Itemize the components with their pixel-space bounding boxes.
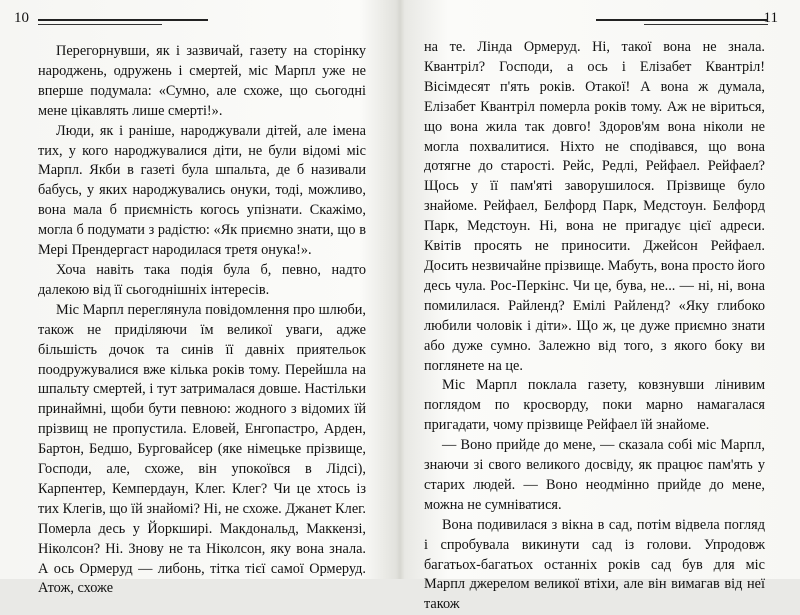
header-rule: [38, 24, 162, 25]
header-rule: [596, 19, 768, 21]
header-rule: [38, 19, 208, 21]
paragraph: Люди, як і раніше, народжували дітей, але імена тих, у кого народжувалися діти, не були відомі міс Марпл. Якби в газеті була шпальта, де б називали бабусь, у яких народжувались онуки, тоді, можливо, вона мала б приємність когось упізнати. Скажімо, могла б подумати з радістю: «Як приємно знати, що в Мері Прендергаст народилася третя онука!».: [38, 122, 366, 259]
body-text: [424, 38, 765, 615]
paragraph: Міс Марпл поклала газету, ковзнувши лінивим поглядом по кросворду, поки марно намагалася пригадати, чому прізвище Рейфаел їй знайоме.: [424, 377, 765, 434]
body-text: [38, 42, 366, 599]
paragraph: Міс Марпл переглянула повідомлення про шлюби, також не приділяючи їм великої уваги, адже більшість дочок та синів її давніх приятельок поодружувалися вже кілька років тому. Перейшла на шпальту смертей, і тут затрималася довше. Настільки принаймні, щоби бути певною: жодного з відомих їй прізвищ не пропустила. Еловей, Енгопастро, Арден, Бартон, Бедшо, Бурговайсер (яке німецьке прізвище, Господи, але, схоже, він упокоївся в Лідсі), Карпентер, Кемпердаун, Клег. Клег? Чи це хтось із тих Клегів, що їй знайомі? Ні, не схоже. Джанет Клег. Померла десь у Йоркширі. Макдональд, Маккензі, Ніколсон? Ні. Знову не та Ніколсон, яку вона знала. А ось Ормеруд — либонь, тітка тієї самої Ормеруд. Атож, схоже: [38, 301, 366, 597]
paragraph: Хоча навіть така подія була б, певно, надто далекою від її сьогоднішніх інтересів.: [38, 261, 366, 298]
page-number: 11: [763, 10, 778, 26]
paragraph: Перегорнувши, як і зазвичай, газету на сторінку народжень, одружень і смертей, міс Марпл уже не вперше подумала: «Сумно, але схоже, що сьогодні мене цікавлять лише смерті!».: [38, 43, 366, 119]
paragraph: на те. Лінда Ормеруд. Ні, такої вона не знала. Квантріл? Господи, а ось і Елізабет Квантріл! Вісімдесят п'ять років. Отакої! А вона ж думала, Елізабет Квантріл померла років тому. Аж не віриться, що вона жила так довго! Здоров'ям вона ніколи не могла похвалитися. Ніхто не сподівався, що вона дотягне до старості. Рейс, Редлі, Рейфаел. Рейфаел? Щось у її пам'яті заворушилося. Прізвище було знайоме. Рейфаел, Белфорд Парк, Медстоун. Белфорд Парк, Медстоун. Ні, вона не пригадує цієї адреси. Квітів просять не приносити. Джейсон Рейфаел. Досить незвичайне прізвище. Мабуть, вона просто його десь чула. Рос-Перкінс. Чи це, бува, не... — ні, ні, вона помилилася. Райленд? Емілі Райленд? «Яку глибоко любили чоловік і діти». Що ж, це дуже приємно знати або дуже сумно. Залежно від того, з якого боку ви поглянете на це.: [424, 39, 766, 374]
page-number: 10: [14, 10, 29, 26]
header-rule: [644, 24, 768, 25]
paragraph: — Воно прийде до мене, — сказала собі міс Марпл, знаючи зі свого великого досвіду, як працює пам'ять у старих людей. — Воно неодмінно прийде до мене, можна не сумніватися.: [424, 437, 765, 513]
right-page: [400, 0, 800, 613]
left-page: [0, 0, 400, 597]
paragraph: Вона подивилася з вікна в сад, потім відвела погляд і спробувала викинути сад із голови. Упродовж багатьох-багатьох останніх років сад був для міс Марпл джерелом великої втіхи, але він вимагав від неї також: [424, 516, 765, 613]
